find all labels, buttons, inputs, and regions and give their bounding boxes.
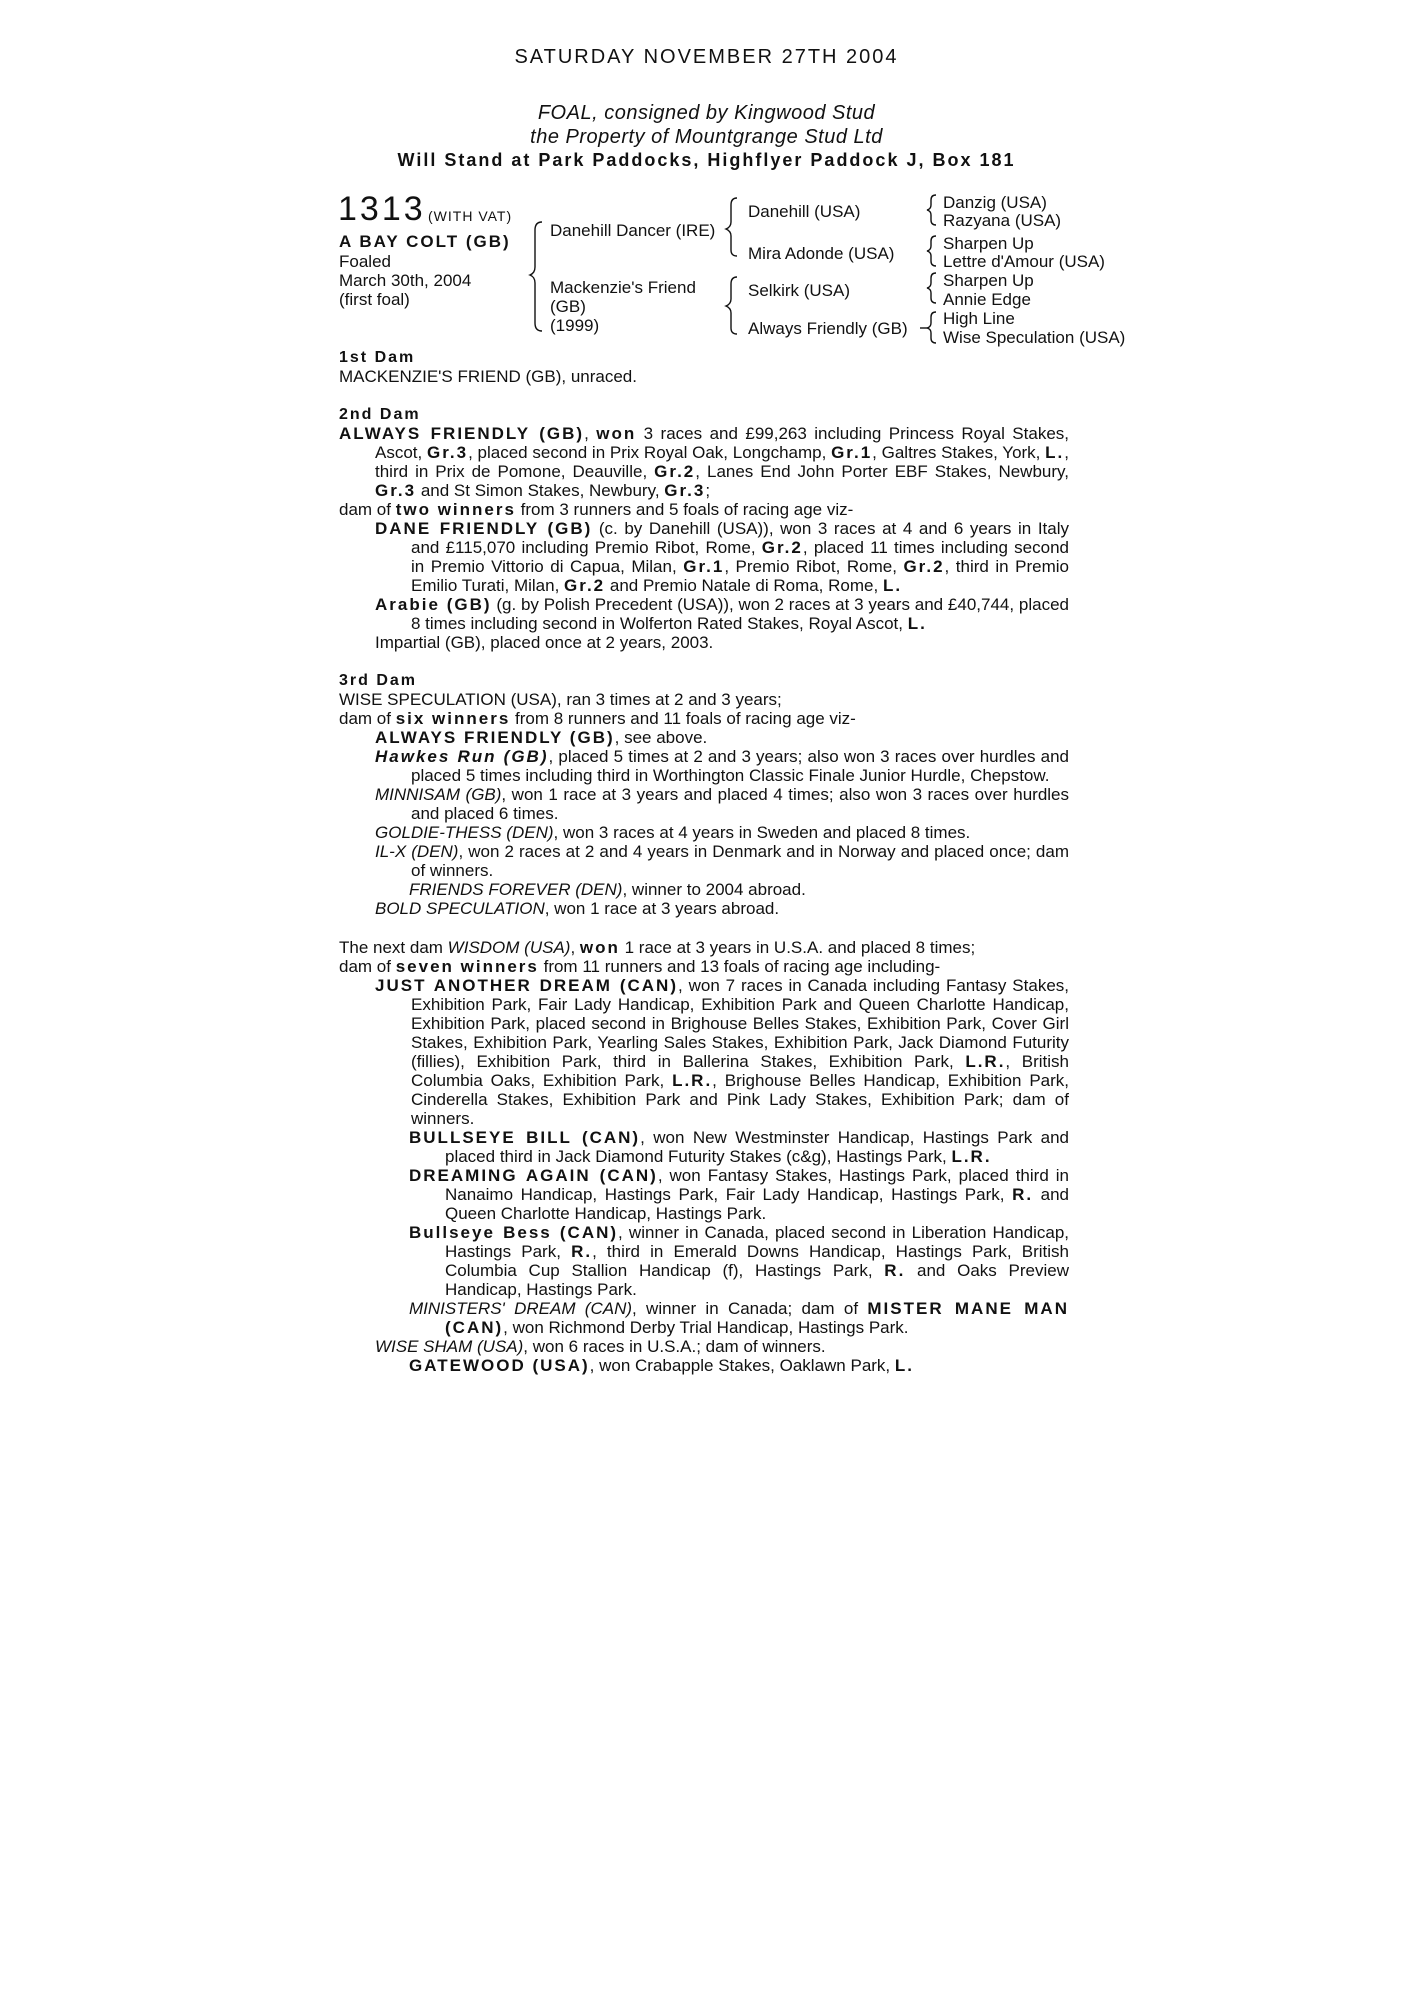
dam-dam: Always Friendly (GB) xyxy=(748,319,908,338)
text-run: , won Fantasy Stakes, Hastings Park, placed third in Nanaimo Handicap, Hastings Park, Fair Lady Handicap, Hastings Park, xyxy=(445,1166,1069,1204)
won-word: won xyxy=(579,938,620,957)
ped-sds: Sharpen Up xyxy=(943,234,1034,253)
horse-name: JUST ANOTHER DREAM (CAN) xyxy=(375,976,678,995)
grade-badge: L.R. xyxy=(672,1071,713,1090)
sire: Danehill Dancer (IRE) xyxy=(550,221,716,240)
grade-badge: R. xyxy=(571,1242,593,1261)
first-dam-heading: 1st Dam xyxy=(339,349,416,366)
text-run: , Premio Ribot, Rome, xyxy=(724,557,904,576)
text-run: , Lanes End John Porter EBF Stakes, Newbury, xyxy=(695,462,1069,481)
text-run: , placed 11 times including second in Premio Vittorio di Capua, Milan, xyxy=(411,538,1069,576)
text-run: 1 race at 3 years in U.S.A. and placed 8 times; xyxy=(619,938,976,957)
family-text xyxy=(339,348,1069,1375)
horse-name: Hawkes Run (GB) xyxy=(375,747,549,766)
grade-badge: Gr.3 xyxy=(426,443,469,462)
next-dam-produce-summary xyxy=(339,957,1069,976)
foaled-date: March 30th, 2004 xyxy=(339,271,472,290)
text-run: dam of xyxy=(339,957,396,976)
horse-name: MINISTERS' DREAM (CAN) xyxy=(409,1299,633,1318)
brace-sd xyxy=(927,236,936,266)
winners-count: two winners xyxy=(395,500,516,519)
grade-badge: L. xyxy=(907,614,927,633)
second-dam-heading: 2nd Dam xyxy=(339,406,421,423)
text-run: , third in Prix de Pomone, Deauville, xyxy=(375,443,1069,481)
text-run: from 8 runners and 11 foals of racing age viz- xyxy=(510,709,856,728)
horse-name: IL-X (DEN) xyxy=(375,842,459,861)
text-run: , winner in Canada; dam of xyxy=(632,1299,868,1318)
produce-impartial: Impartial (GB), placed once at 2 years, 2003. xyxy=(375,633,714,652)
grade-badge: L.R. xyxy=(965,1052,1006,1071)
consignor-line-1: FOAL, consigned by Kingwood Stud xyxy=(537,102,876,124)
produce-bold-speculation xyxy=(339,899,1069,918)
winners-count: six winners xyxy=(395,709,511,728)
ped-dds: High Line xyxy=(943,309,1015,328)
grade-badge: R. xyxy=(884,1261,906,1280)
brace-ss xyxy=(927,195,936,225)
grade-badge: R. xyxy=(1012,1185,1034,1204)
produce-wise-sham xyxy=(339,1337,1069,1356)
sale-date: SATURDAY NOVEMBER 27TH 2004 xyxy=(514,46,899,68)
pedigree-braces xyxy=(0,0,1413,360)
second-dam-won: won xyxy=(596,424,637,443)
horse-name: GOLDIE-THESS (DEN) xyxy=(375,823,554,842)
horse-name: MISTER MANE MAN (CAN) xyxy=(445,1299,1069,1337)
horse-name: GATEWOOD (USA) xyxy=(409,1356,590,1375)
produce-minnisam xyxy=(339,785,1069,823)
produce-gatewood xyxy=(339,1356,1069,1375)
horse-name: DANE FRIENDLY (GB) xyxy=(375,519,593,538)
dam-sire: Selkirk (USA) xyxy=(748,281,851,300)
ped-sss: Danzig (USA) xyxy=(943,193,1047,212)
produce-bullseye-bill xyxy=(339,1128,1069,1166)
foal-note: (first foal) xyxy=(339,290,410,309)
dam-line-1: Mackenzie's Friend xyxy=(550,278,696,297)
brace-dam xyxy=(726,277,737,334)
lot-number: 1313 xyxy=(338,190,426,228)
stand-location: Will Stand at Park Paddocks, Highflyer Paddock J, Box 181 xyxy=(397,150,1016,170)
second-dam-produce-summary xyxy=(339,500,1069,519)
sire-sire: Danehill (USA) xyxy=(748,202,861,221)
produce-dreaming-again xyxy=(339,1166,1069,1223)
produce-hawkes-run xyxy=(339,747,1069,785)
ped-sdd: Lettre d'Amour (USA) xyxy=(943,252,1105,271)
text-run: , British Columbia Oaks, Exhibition Park, xyxy=(411,1052,1069,1090)
text-run: , won Richmond Derby Trial Handicap, Hastings Park. xyxy=(503,1318,909,1337)
sire-dam: Mira Adonde (USA) xyxy=(748,244,895,263)
foaled-label: Foaled xyxy=(339,252,391,271)
third-dam-heading: 3rd Dam xyxy=(339,672,418,689)
first-dam-text: MACKENZIE'S FRIEND (GB), unraced. xyxy=(339,367,637,386)
produce-always-friendly xyxy=(339,728,1069,747)
dam-line-3: (1999) xyxy=(550,316,600,335)
text-run: , won 3 races at 4 years in Sweden and placed 8 times. xyxy=(553,823,971,842)
text-run: ; xyxy=(705,481,711,500)
text-run: (g. by Polish Precedent (USA)), won 2 races at 3 years and £40,744, placed 8 times including second in Wolferton Rated Stakes, Royal Ascot, xyxy=(411,595,1069,633)
text-run: from 11 runners and 13 foals of racing age including- xyxy=(538,957,941,976)
text-run: , winner in Canada, placed second in Liberation Handicap, Hastings Park, xyxy=(445,1223,1069,1261)
brace-main xyxy=(530,222,542,331)
text-run: , Galtres Stakes, York, xyxy=(872,443,1046,462)
produce-just-another-dream xyxy=(339,976,1069,1128)
second-dam-entry: ALWAYS FRIENDLY (GB), won 3 races and £99,263 including Princess Royal Stakes, Ascot, Gr.3, placed second in Prix Royal Oak, Longchamp, Gr.1, Galtres Stakes, York, L., third in Prix de Pomone, Deauville, Gr.2, Lanes End John Porter EBF Stakes, Newbury, Gr.3 and St Simon Stakes, Newbury, Gr.3; xyxy=(339,424,1069,500)
text-run: , Brighouse Belles Handicap, Exhibition Park, Cinderella Stakes, Exhibition Park and Pink Lady Stakes, Exhibition Park; dam of winners. xyxy=(411,1071,1069,1128)
text-run: , won 7 races in Canada including Fantasy Stakes, Exhibition Park, Fair Lady Handicap, Exhibition Park and Queen Charlotte Handicap, Exhibition Park, placed second in Brighouse Belles Stakes, Exhibition Park, Cover Girl Stakes, Exhibition Park, Yearling Sales Stakes, Exhibition Park, Jack Diamond Futurity (fillies), Exhibition Park, third in Ballerina Stakes, Exhibition Park, xyxy=(411,976,1069,1071)
grade-badge: L. xyxy=(894,1356,914,1375)
grade-badge: Gr.1 xyxy=(683,557,725,576)
text-run: from 3 runners and 5 foals of racing age viz- xyxy=(515,500,854,519)
produce-goldie-thess xyxy=(339,823,1069,842)
text-run: , won 1 race at 3 years and placed 4 times; also won 3 races over hurdles and placed 6 times. xyxy=(411,785,1070,823)
lot-vat: (WITH VAT) xyxy=(428,208,513,224)
horse-name: DREAMING AGAIN (CAN) xyxy=(409,1166,658,1185)
grade-badge: Gr.3 xyxy=(664,481,706,500)
horse-name: WISE SHAM (USA) xyxy=(375,1337,524,1356)
text-run: , won 1 race at 3 years abroad. xyxy=(544,899,780,918)
text-run: The next dam xyxy=(339,938,448,957)
horse-name: FRIENDS FOREVER (DEN) xyxy=(409,880,623,899)
text-run: , won Crabapple Stakes, Oaklawn Park, xyxy=(589,1356,895,1375)
horse-name: WISDOM (USA) xyxy=(447,938,571,957)
text-run: and St Simon Stakes, Newbury, xyxy=(416,481,665,500)
produce-arabie xyxy=(339,595,1069,633)
produce-friends-forever xyxy=(339,880,1069,899)
second-dam-name: ALWAYS FRIENDLY (GB) xyxy=(339,424,585,443)
produce-dane-friendly xyxy=(339,519,1069,595)
text-run: , third in Premio Emilio Turati, Milan, xyxy=(411,557,1069,595)
grade-badge: Gr.2 xyxy=(761,538,803,557)
text-run: , see above. xyxy=(614,728,708,747)
text-run: and Premio Natale di Roma, Rome, xyxy=(605,576,883,595)
text-run: and Oaks Preview Handicap, Hastings Park. xyxy=(445,1261,1069,1299)
text-run: and Queen Charlotte Handicap, Hastings Park. xyxy=(445,1185,1069,1223)
text-run: (c. by Danehill (USA)), won 3 races at 4 and 6 years in Italy and £115,070 including Premio Ribot, Rome, xyxy=(411,519,1069,557)
lot-title: A BAY COLT (GB) xyxy=(339,232,511,251)
text-run: , won 2 races at 2 and 4 years in Denmark and in Norway and placed once; dam of winners. xyxy=(411,842,1070,880)
brace-ds xyxy=(927,273,936,303)
horse-name: ALWAYS FRIENDLY (GB) xyxy=(375,728,615,747)
grade-badge: L. xyxy=(882,576,903,595)
text-run: , placed second in Prix Royal Oak, Longchamp, xyxy=(468,443,832,462)
ped-ssd: Razyana (USA) xyxy=(943,211,1062,230)
horse-name: MINNISAM (GB) xyxy=(375,785,502,804)
produce-ministers-dream xyxy=(339,1299,1069,1337)
grade-badge: L.R. xyxy=(951,1147,992,1166)
consignor-line-2: the Property of Mountgrange Stud Ltd xyxy=(530,126,883,148)
text-run: , third in Emerald Downs Handicap, Hastings Park, British Columbia Cup Stallion Handicap (f), Hastings Park, xyxy=(445,1242,1069,1280)
next-dam-entry: The next dam WISDOM (USA), won 1 race at 3 years in U.S.A. and placed 8 times; xyxy=(339,938,976,957)
third-dam-produce-summary xyxy=(339,709,1069,728)
text-run: , won 6 races in U.S.A.; dam of winners. xyxy=(523,1337,826,1356)
ped-dsd: Annie Edge xyxy=(943,290,1031,309)
brace-dd xyxy=(927,312,936,343)
ped-dss: Sharpen Up xyxy=(943,271,1034,290)
horse-name: Arabie (GB) xyxy=(375,595,492,614)
grade-badge: Gr.3 xyxy=(375,481,417,500)
text-run: , placed 5 times at 2 and 3 years; also won 3 races over hurdles and placed 5 times including third in Worthington Classic Finale Junior Hurdle, Chepstow. xyxy=(411,747,1069,785)
text-run: , winner to 2004 abroad. xyxy=(622,880,806,899)
winners-count: seven winners xyxy=(395,957,539,976)
produce-bullseye-bess xyxy=(339,1223,1069,1299)
brace-sire xyxy=(726,198,737,256)
text-run: , won New Westminster Handicap, Hastings Park and placed third in Jack Diamond Futurity Stakes (c&g), Hastings Park, xyxy=(445,1128,1069,1166)
dam-line-2: (GB) xyxy=(550,297,586,316)
produce-il-x xyxy=(339,842,1069,880)
horse-name: BOLD SPECULATION xyxy=(375,899,545,918)
grade-badge: Gr.2 xyxy=(654,462,696,481)
grade-badge: L. xyxy=(1045,443,1065,462)
text-run: dam of xyxy=(339,500,396,519)
grade-badge: Gr.2 xyxy=(564,576,606,595)
ped-ddd: Wise Speculation (USA) xyxy=(943,328,1126,347)
grade-badge: Gr.1 xyxy=(831,443,873,462)
horse-name: BULLSEYE BILL (CAN) xyxy=(409,1128,641,1147)
third-dam-entry: WISE SPECULATION (USA), ran 3 times at 2 and 3 years; xyxy=(339,690,782,709)
grade-badge: Gr.2 xyxy=(903,557,945,576)
text-run: dam of xyxy=(339,709,396,728)
horse-name: Bullseye Bess (CAN) xyxy=(409,1223,619,1242)
text-run: 3 races and £99,263 including Princess Royal Stakes, Ascot, xyxy=(375,424,1069,462)
